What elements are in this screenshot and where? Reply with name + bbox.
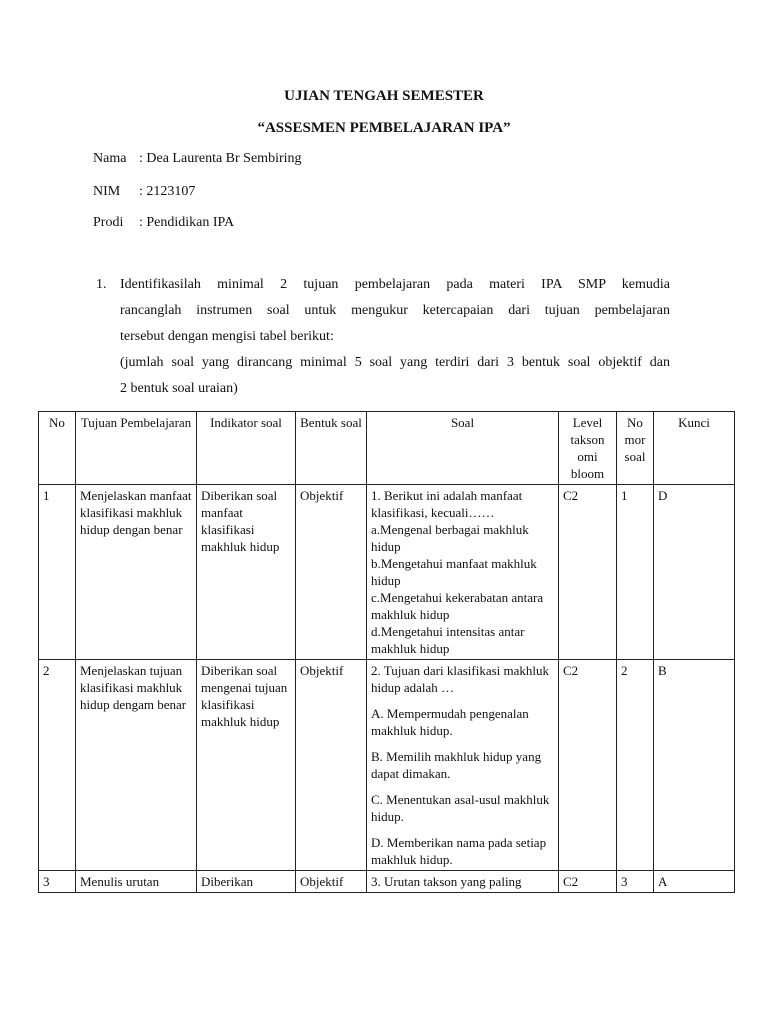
prodi-label: Prodi [93,215,124,230]
question-stem: 1. Berikut ini adalah manfaat klasifikasi, kecuali…… [371,488,523,520]
cell-bentuk: Objektif [296,485,367,660]
answer-option: D. Memberikan nama pada setiap makhluk hidup. [371,835,547,867]
cell-nomor: 2 [617,660,654,871]
question-line: (jumlah soal yang dirancang minimal 5 soal yang terdiri dari 3 bentuk soal objektif dan [120,355,670,370]
header-soal: Soal [367,412,559,485]
cell-nomor: 1 [617,485,654,660]
header-tujuan: Tujuan Pembelajaran [76,412,197,485]
cell-no: 3 [39,871,76,893]
cell-bentuk: Objektif [296,660,367,871]
header-kunci: Kunci [654,412,735,485]
question-line: 2 bentuk soal uraian) [120,381,238,396]
cell-soal: 3. Urutan takson yang paling [367,871,559,893]
cell-nomor: 3 [617,871,654,893]
cell-kunci: A [654,871,735,893]
cell-bentuk: Objektif [296,871,367,893]
question-block [96,272,670,402]
answer-option: d.Mengetahui intensitas antar makhluk hidup [371,624,525,656]
question-line: Identifikasilah minimal 2 tujuan pembelajaran pada materi IPA SMP kemudia [120,277,670,292]
header-indikator: Indikator soal [197,412,296,485]
question-line: tersebut dengan mengisi tabel berikut: [120,329,334,344]
cell-soal [367,660,559,871]
nim-value: : 2123107 [139,184,196,199]
table-row [39,485,735,660]
table-row [39,871,735,893]
cell-indikator: Diberikan soal manfaat klasifikasi makhluk hidup [197,485,296,660]
cell-no: 1 [39,485,76,660]
cell-tujuan: Menjelaskan tujuan klasifikasi makhluk hidup dengam benar [76,660,197,871]
answer-option: b.Mengetahui manfaat makhluk hidup [371,556,537,588]
table-header-row [39,412,735,485]
student-name-field [93,151,302,167]
document-subtitle: “ASSESMEN PEMBELAJARAN IPA” [257,120,511,136]
cell-level: C2 [559,660,617,871]
answer-option: c.Mengetahui kekerabatan antara makhluk hidup [371,590,544,622]
question-text [120,272,670,402]
nim-label: NIM [93,184,121,199]
cell-kunci: D [654,485,735,660]
cell-no: 2 [39,660,76,871]
answer-option: B. Memilih makhluk hidup yang dapat dimakan. [371,749,542,781]
cell-indikator: Diberikan [197,871,296,893]
prodi-value: : Pendidikan IPA [139,215,235,230]
cell-kunci: B [654,660,735,871]
name-label: Nama [93,151,127,166]
cell-level: C2 [559,485,617,660]
cell-tujuan: Menulis urutan [76,871,197,893]
header-no: No [39,412,76,485]
question-line: rancanglah instrumen soal untuk mengukur ketercapaian dari tujuan pembelajaran [120,303,670,318]
cell-soal [367,485,559,660]
header-bentuk: Bentuk soal [296,412,367,485]
cell-indikator: Diberikan soal mengenai tujuan klasifikasi makhluk hidup [197,660,296,871]
student-nim-field [93,184,195,200]
header-level: Level takson omi bloom [559,412,617,485]
name-value: : Dea Laurenta Br Sembiring [139,151,302,166]
cell-level: C2 [559,871,617,893]
document-title: UJIAN TENGAH SEMESTER [284,88,484,104]
header-nomor: No mor soal [617,412,654,485]
question-stem: 2. Tujuan dari klasifikasi makhluk hidup adalah … [371,663,550,695]
assessment-table [38,411,735,893]
student-prodi-field [93,215,234,231]
answer-option: A. Mempermudah pengenalan makhluk hidup. [371,706,529,738]
table-row [39,660,735,871]
question-number: 1. [96,277,107,292]
answer-option: a.Mengenal berbagai makhluk hidup [371,522,529,554]
answer-option: C. Menentukan asal-usul makhluk hidup. [371,792,550,824]
cell-tujuan: Menjelaskan manfaat klasifikasi makhluk hidup dengan benar [76,485,197,660]
